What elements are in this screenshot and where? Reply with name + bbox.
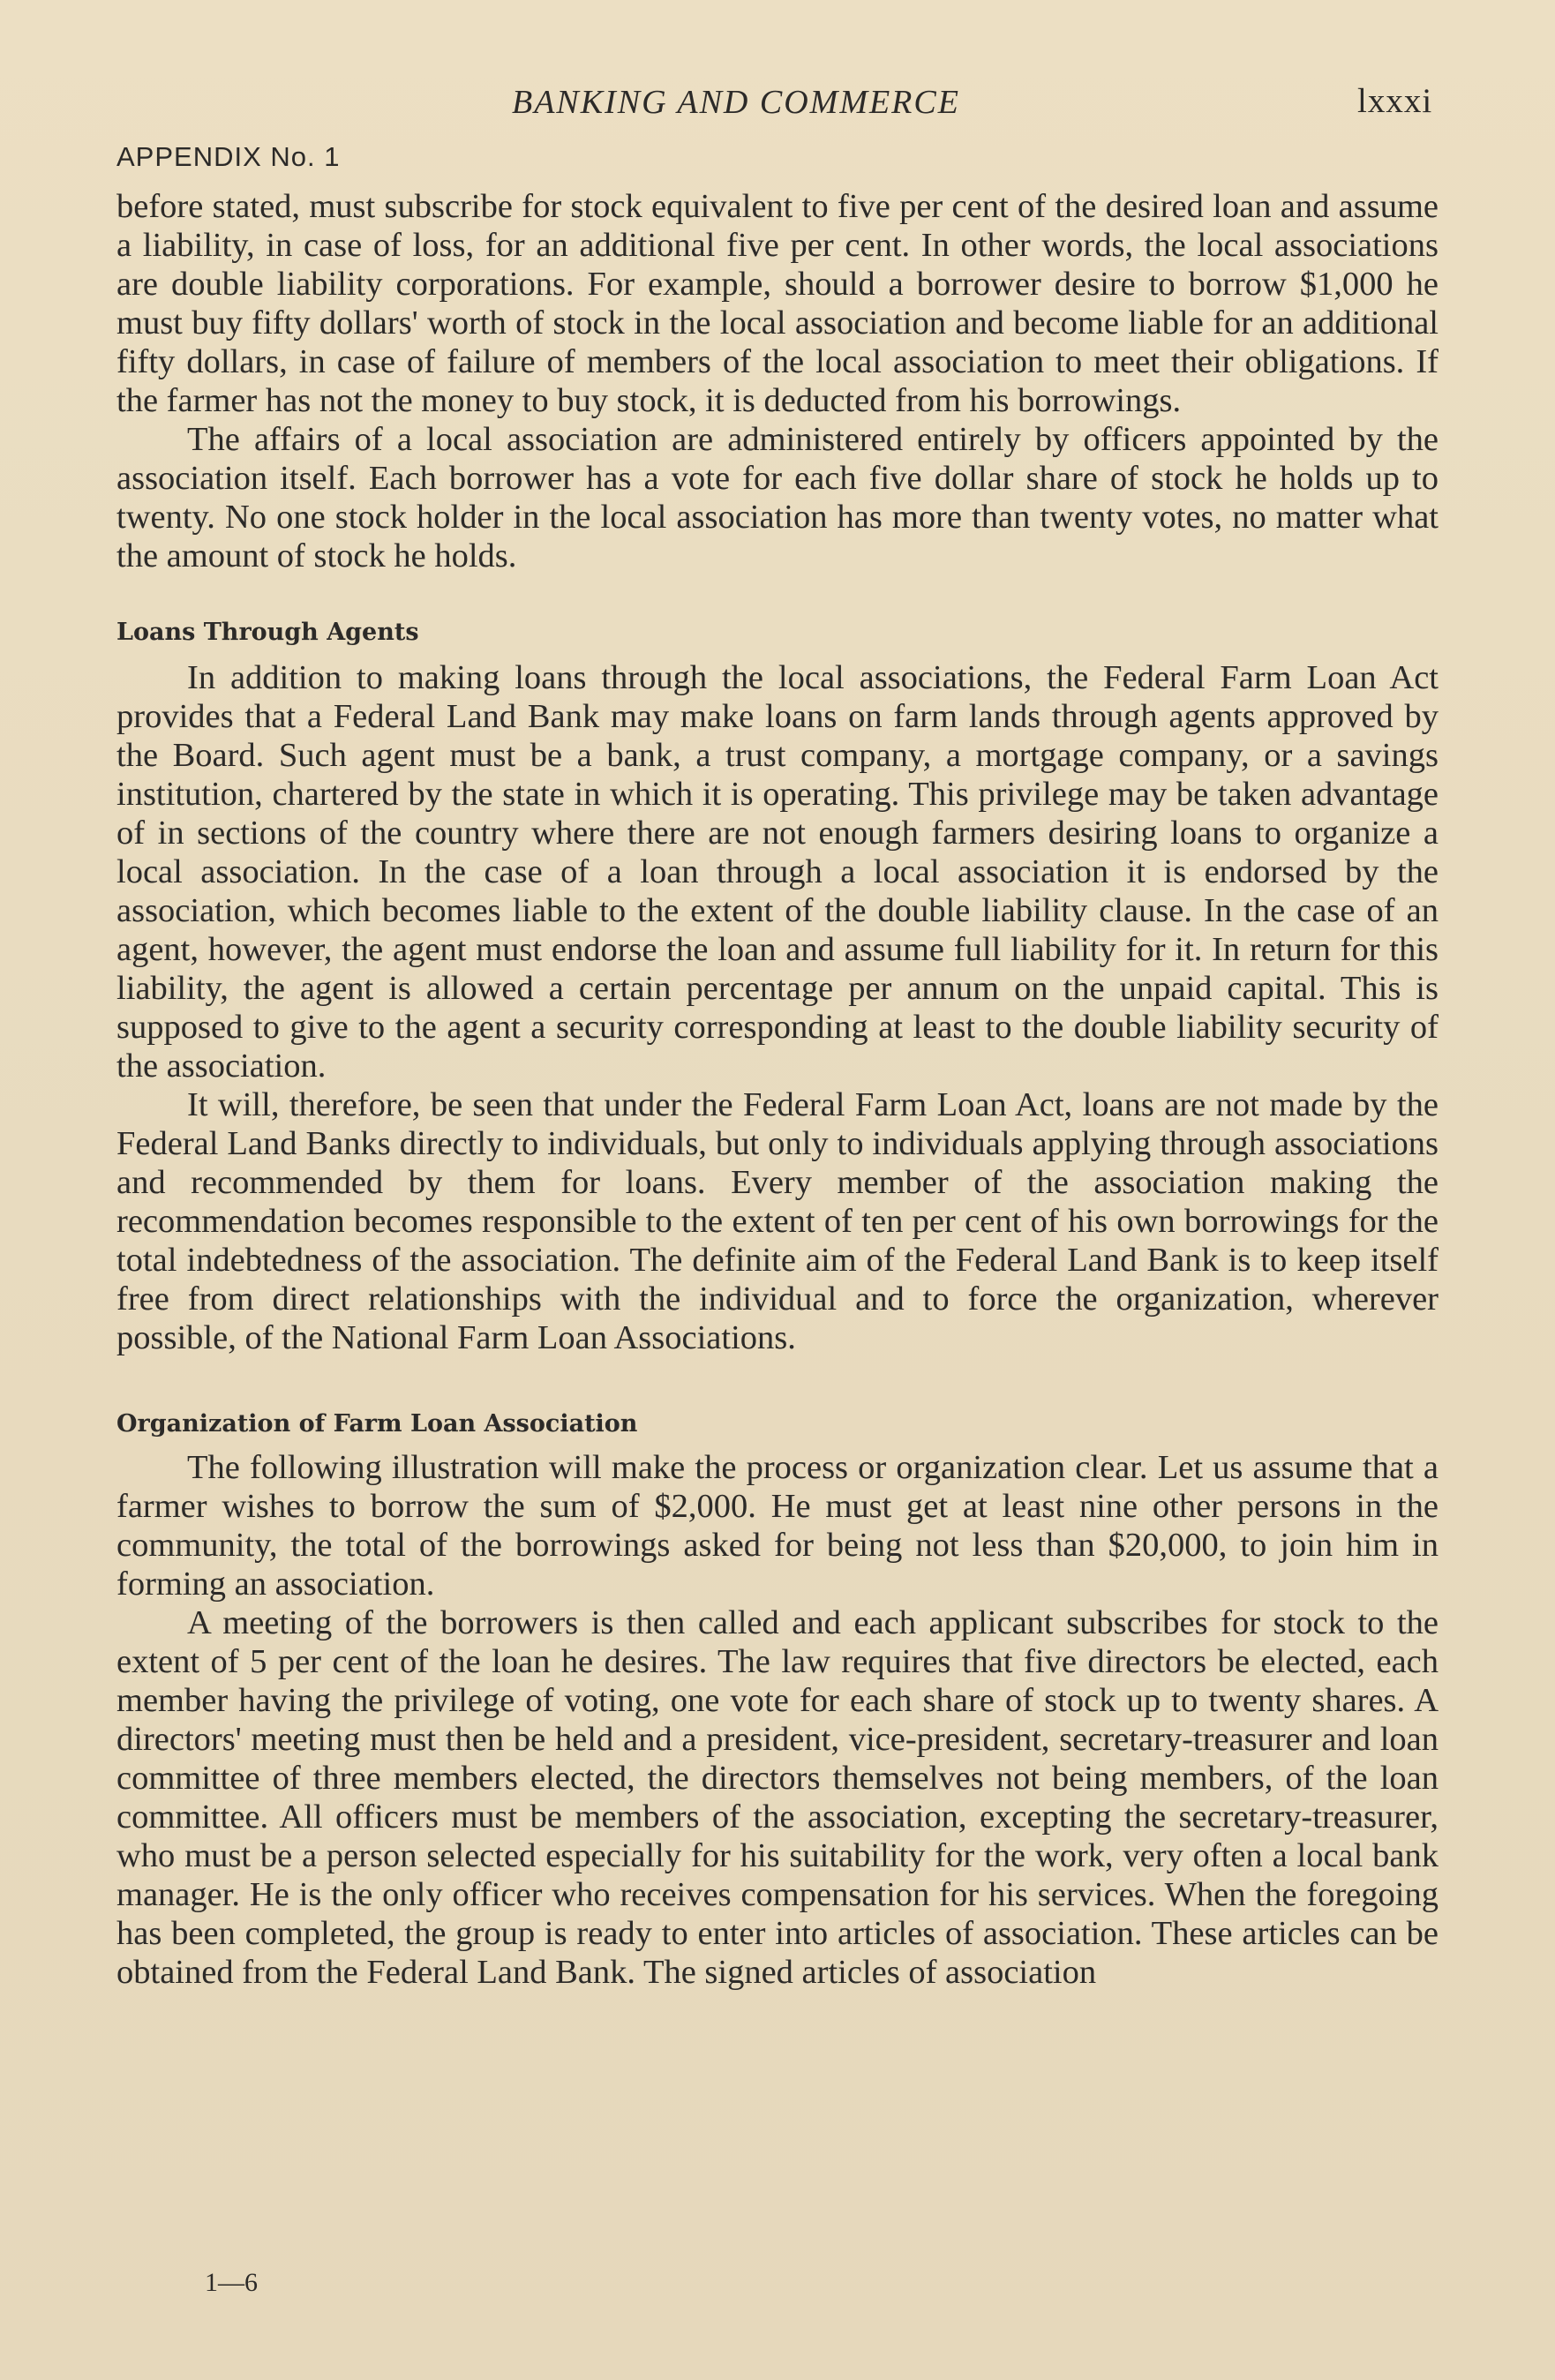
section-heading-loans-through-agents: Loans Through Agents: [116, 619, 419, 646]
paragraph: A meeting of the borrowers is then called and each applicant subscribes for stock to the extent of 5 per cent of the loan he desires. The law requires that five directors be elected, each member having the privilege of voting, one vote for each share of stock up to twenty shares. A directors' meeting must then be held and a president, vice-president, secretary-treasurer and loan committee of three members elected, the directors themselves not being members, of the loan committee. All officers must be members of the association, excepting the secretary-treasurer, who must be a person selected especially for his suitability for the work, very often a local bank manager. He is the only officer who receives compensation for his services. When the foregoing has been completed, the group is ready to enter into articles of association. These articles can be obtained from the Federal Land Bank. The signed articles of association: [116, 1604, 1439, 1991]
paragraph: The affairs of a local association are administered entirely by officers appointed by the association itself. Each borrower has a vote for each five dollar share of stock he holds up to twenty. No one stock holder in the local association has more than twenty votes, no matter what the amount of stock he holds.: [116, 421, 1439, 574]
paragraph: The following illustration will make the process or organization clear. Let us assume that a farmer wishes to borrow the sum of $2,000. He must get at least nine other persons in the community, the total of the borrowings asked for being not less than $20,000, to join him in forming an association.: [116, 1449, 1439, 1603]
paragraph: before stated, must subscribe for stock equivalent to five per cent of the desired loan and assume a liability, in case of loss, for an additional five per cent. In other words, the local associations are double liability corporations. For example, should a borrower desire to borrow $1,000 he must buy fifty dollars' worth of stock in the local association and become liable for an additional fifty dollars, in case of failure of members of the local association to meet their obligations. If the farmer has not the money to buy stock, it is deducted from his borrowings.: [116, 188, 1439, 419]
running-header: [0, 78, 1555, 122]
paragraph: It will, therefore, be seen that under the Federal Farm Loan Act, loans are not made by the Federal Land Banks directly to individuals, but only to individuals applying through associations and recommended by them for loans. Every member of the association making the recommendation becomes responsible to the extent of ten per cent of his own borrowings for the total indebtedness of the association. The definite aim of the Federal Land Bank is to keep itself free from direct relationships with the individual and to force the organization, wherever possible, of the National Farm Loan Associations.: [116, 1086, 1439, 1356]
appendix-label: APPENDIX No. 1: [116, 141, 341, 172]
paragraph: In addition to making loans through the local associations, the Federal Farm Loan Act provides that a Federal Land Bank may make loans on farm lands through agents approved by the Board. Such agent must be a bank, a trust company, a mortgage company, or a savings institution, chartered by the state in which it is operating. This privilege may be taken advantage of in sections of the country where there are not enough farmers desiring loans to organize a local association. In the case of a loan through a local association it is endorsed by the association, which becomes liable to the extent of the double liability clause. In the case of an agent, however, the agent must endorse the loan and assume full liability for it. In return for this liability, the agent is allowed a certain percentage per annum on the unpaid capital. This is supposed to give to the agent a security corresponding at least to the double liability security of the association.: [116, 659, 1439, 1085]
body-text: [116, 187, 1439, 1992]
running-title: BANKING AND COMMERCE: [512, 84, 960, 121]
section-heading-organization: Organization of Farm Loan Association: [116, 1410, 638, 1438]
page-number: lxxxi: [1357, 82, 1433, 120]
folio-signature: 1—6: [205, 2268, 258, 2297]
